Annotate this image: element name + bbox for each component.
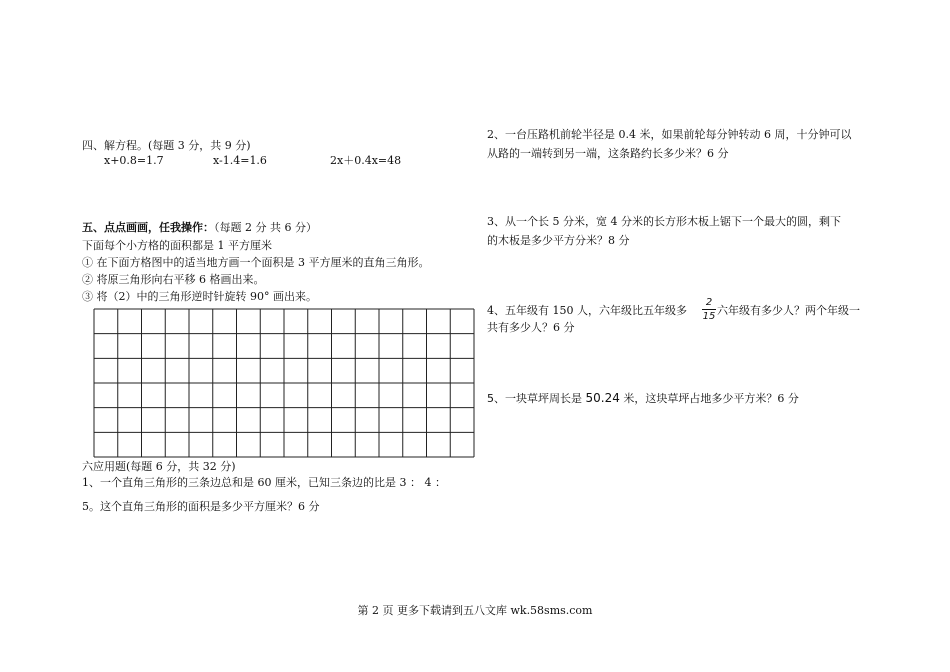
section5-heading-note: （每题 2 分 共 6 分）: [214, 221, 317, 234]
page-footer: 第 2 页 更多下载请到五八文库 wk.58sms.com: [357, 604, 593, 617]
question-1-line-1: 1、一个直角三角形的三条边总和是 60 厘米，已知三条边的比是 3 ： 4 ：: [82, 476, 446, 489]
fraction-denominator: 15: [702, 311, 716, 322]
section5-item-2: ② 将原三角形向右平移 6 格画出来。: [82, 273, 265, 286]
fraction-two-fifteenths: [702, 297, 716, 322]
section5-item-1: ① 在下面方格图中的适当地方画一个面积是 3 平方厘米的直角三角形。: [82, 256, 430, 269]
question-3-line-2: 的木板是多少平方分米？8 分: [487, 234, 630, 247]
drawing-grid[interactable]: [93, 308, 475, 458]
question-4-line-2: 共有多少人？6 分: [487, 321, 575, 334]
equation-1: x+0.8=1.7: [104, 154, 164, 167]
question-5-prefix: 5、一块草坪周长是: [487, 392, 582, 405]
section6-heading: 六应用题(每题 6 分，共 32 分): [82, 460, 236, 473]
section5-intro: 下面每个小方格的面积都是 1 平方厘米: [82, 239, 272, 252]
equation-2: x-1.4=1.6: [213, 154, 267, 167]
section5-heading-title: 五、点点画画，任我操作：: [82, 221, 214, 234]
question-3-line-1: 3、从一个长 5 分米，宽 4 分米的长方形木板上锯下一个最大的圆，剩下: [487, 215, 841, 228]
section4-heading: 四、解方程。(每题 3 分，共 9 分): [82, 139, 251, 152]
question-1-line-2: 5。这个直角三角形的面积是多少平方厘米？6 分: [82, 500, 320, 513]
question-4-prefix: 4、五年级有 150 人，六年级比五年级多: [487, 304, 687, 317]
fraction-bar: [702, 309, 716, 310]
section5-heading: [82, 221, 317, 235]
section5-item-3: ③ 将（2）中的三角形逆时针旋转 90° 画出来。: [82, 290, 317, 303]
question-4-suffix: 六年级有多少人？两个年级一: [717, 304, 860, 317]
question-2-line-2: 从路的一端转到另一端，这条路约长多少米？6 分: [487, 147, 729, 160]
question-5-suffix: 米，这块草坪占地多少平方米？6 分: [623, 392, 799, 405]
question-2-line-1: 2、一台压路机前轮半径是 0.4 米，如果前轮每分钟转动 6 周，十分钟可以: [487, 128, 852, 141]
fraction-numerator: 2: [705, 297, 713, 308]
equation-3: 2x＋0.4x=48: [330, 154, 402, 167]
question-5: [487, 391, 799, 406]
question-5-value: 50.24: [585, 391, 620, 405]
